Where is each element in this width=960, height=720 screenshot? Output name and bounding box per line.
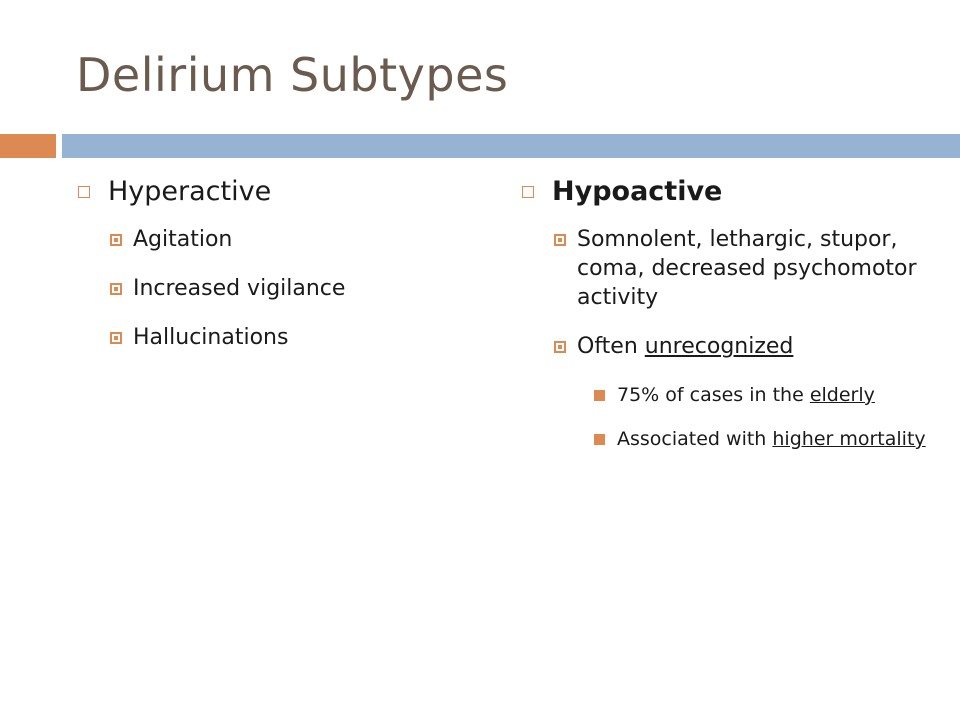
sub-list-item	[594, 425, 942, 453]
item-text	[577, 332, 793, 361]
square-bullet-icon	[110, 234, 122, 246]
accent-bar-blue	[62, 134, 960, 158]
item-text: Hallucinations	[133, 325, 289, 350]
list-item	[554, 225, 942, 312]
square-bullet-icon	[554, 234, 566, 246]
hollow-square-bullet-icon	[522, 186, 534, 198]
hollow-square-bullet-icon	[78, 186, 90, 198]
item-text: Agitation	[133, 227, 233, 252]
item-text: Somnolent, lethargic, stupor, coma, decreased psychomotor activity	[577, 227, 917, 310]
underlined-text: higher mortality	[772, 428, 926, 450]
square-bullet-icon	[110, 332, 122, 344]
sub-item-prefix: 75% of cases in the	[617, 384, 810, 406]
right-column	[522, 176, 942, 469]
underlined-text: elderly	[809, 384, 875, 406]
heading-hypoactive: Hypoactive	[552, 176, 723, 207]
sub-item-text	[617, 381, 875, 409]
list-item	[110, 274, 478, 303]
bullet-hypoactive	[522, 176, 942, 207]
item-text: Increased vigilance	[133, 276, 346, 301]
filled-square-bullet-icon	[594, 390, 605, 401]
bullet-hyperactive	[78, 176, 478, 207]
list-item	[554, 332, 942, 361]
item-prefix: Often	[577, 334, 645, 359]
filled-square-bullet-icon	[594, 434, 605, 445]
sub-item-prefix: Associated with	[617, 428, 773, 450]
sub-list-item	[594, 381, 942, 409]
heading-hyperactive: Hyperactive	[108, 176, 272, 207]
list-item	[110, 225, 478, 254]
square-bullet-icon	[554, 341, 566, 353]
accent-bar-orange	[0, 134, 56, 158]
list-item	[110, 323, 478, 352]
left-column	[78, 176, 478, 372]
underlined-text: unrecognized	[644, 334, 794, 359]
sub-item-text	[617, 425, 926, 453]
slide-title: Delirium Subtypes	[76, 48, 509, 102]
square-bullet-icon	[110, 283, 122, 295]
